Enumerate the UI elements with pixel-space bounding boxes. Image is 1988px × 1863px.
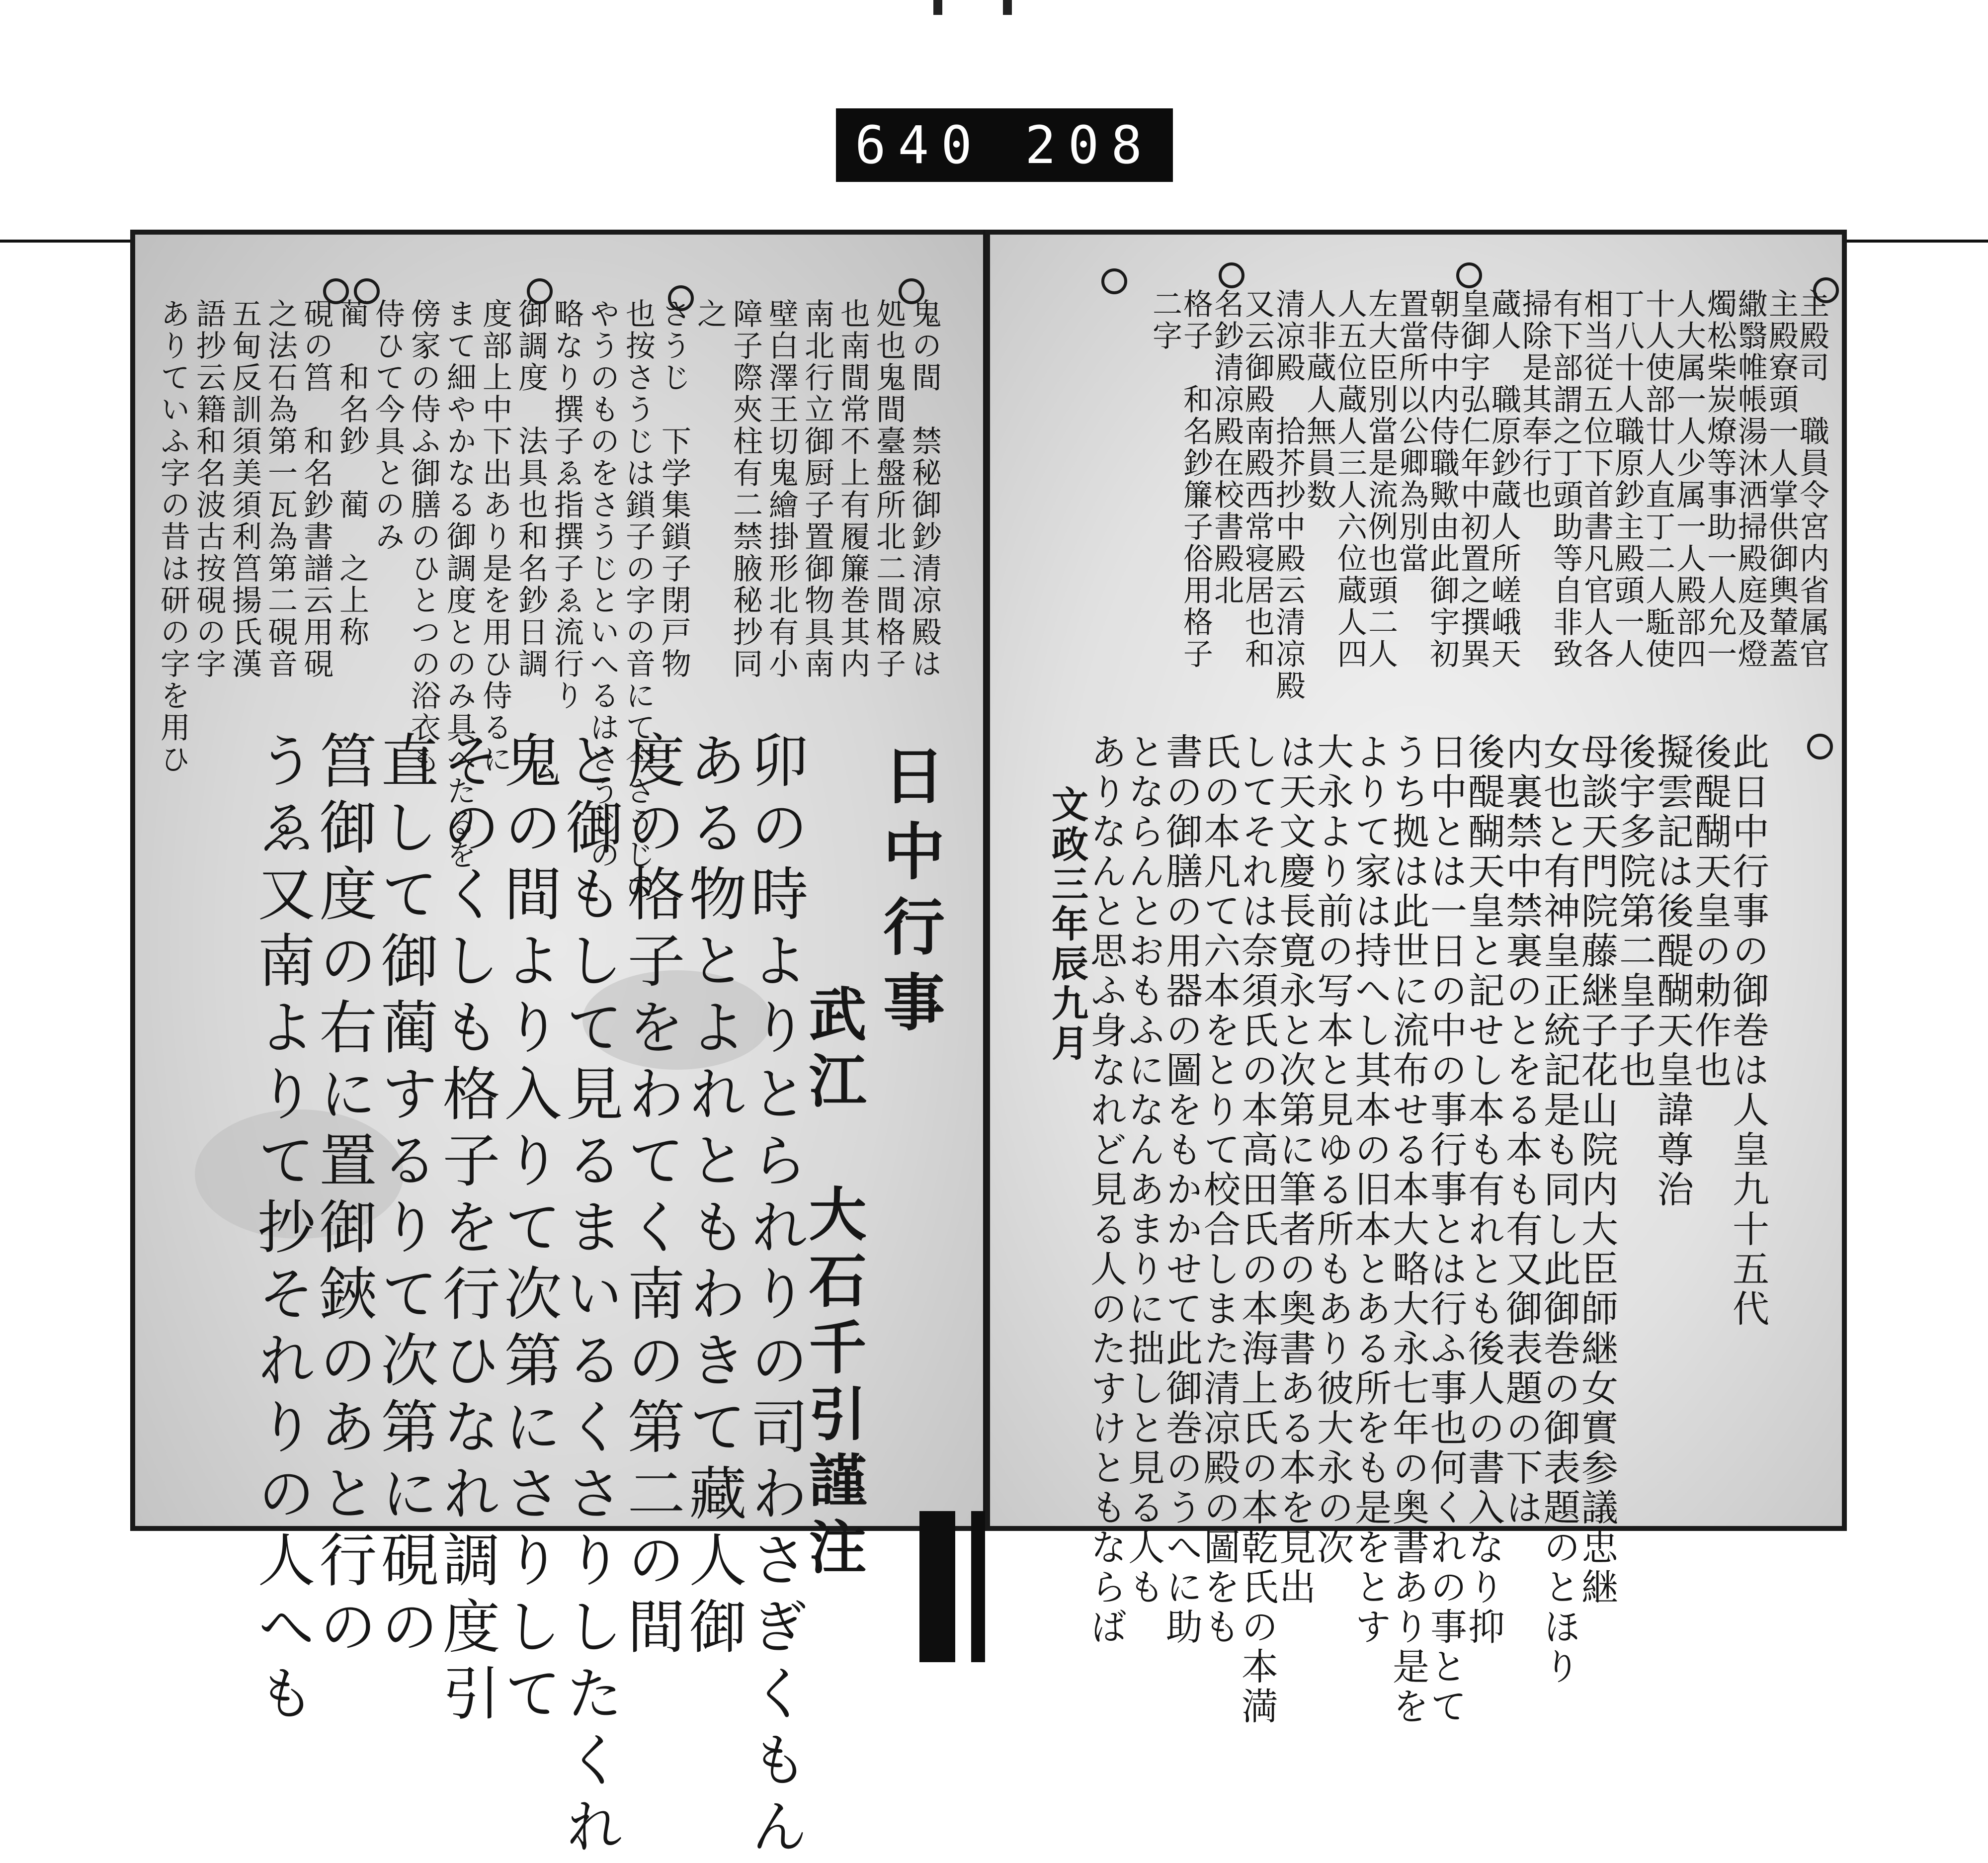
text-column: 左大臣別當是流例也頭二人 — [1363, 288, 1398, 670]
text-column: やうのものをさうじといへるはさうじの — [585, 298, 620, 871]
text-column: 又云御殿南殿西常寝居也和 — [1240, 288, 1275, 670]
text-column: ありなんと思ふ身なれど見る人のたすけともならば — [1084, 733, 1127, 1647]
text-column: 之法石為第一瓦為第二硯音 — [263, 298, 298, 680]
spine-shadow — [971, 1511, 985, 1662]
text-column: そのくしも格子を行ひなれ調度引 — [433, 731, 500, 1730]
text-column: 也南間常不上有履簾巻其内 — [835, 298, 870, 680]
text-column: 鬼の間 禁秘御鈔清凉殿は — [907, 298, 942, 680]
text-column: 日中とは一日の中の事行事とは行ふ事也何くれの事とて — [1424, 733, 1467, 1727]
text-column: まて細やかなる御調度とのみ具へたるを — [442, 298, 477, 871]
text-column: 十人使部廿人直丁二人駈使 — [1641, 288, 1675, 670]
text-column: 卯の時よりとられりの司わさぎくもん — [741, 731, 808, 1863]
text-column: 蔵人 職原鈔蔵人所嵯峨天 — [1487, 288, 1521, 670]
film-edge-mark — [1003, 0, 1012, 15]
text-column: 略なり撰子ゑ指撰子ゑ流行り — [549, 298, 584, 712]
section-circle-mark — [1813, 277, 1839, 303]
spine-shadow — [919, 1511, 955, 1662]
text-column: 障子際夾柱有二禁腋秘抄同 — [728, 298, 763, 680]
text-column: 鬼の間より入りて次第にさりして — [495, 731, 562, 1730]
text-column: 後醍醐天皇の勅作也 — [1689, 733, 1732, 1091]
colophon-date: 文政三年辰九月 — [1046, 785, 1088, 1064]
text-column: 五甸反訓須美須利筥揚氏漢 — [227, 298, 262, 680]
frame-number-label — [836, 108, 1173, 182]
text-column: 此日中行事の御巻は人皇九十五代 — [1727, 733, 1769, 1329]
text-column: 大永より前の写本と見ゆる所もあり彼大永の次 — [1311, 733, 1354, 1568]
text-column: よりて家は持へし其本の旧本とある所をも是をとす — [1349, 733, 1392, 1647]
text-column: 女也と有神皇正統記是も同し此御巻の御表題のとほり — [1538, 733, 1580, 1687]
text-column: 傍家の侍ふ御膳のひとつの浴衣も — [406, 298, 441, 775]
text-column: ありていふ字の昔は研の字を用ひ — [156, 298, 190, 775]
text-column: さうじ 下学集鎖子閉戸物 — [657, 298, 691, 680]
text-column: 相当従五位下首書凡官人各 — [1579, 288, 1614, 670]
text-column: 人非蔵人無員数 — [1302, 288, 1336, 511]
text-column: 之 — [692, 298, 727, 330]
text-column: 主殿司 職員令宮内省属官 — [1795, 288, 1829, 670]
text-column: 格子 和名鈔簾子俗用格子 — [1178, 288, 1213, 670]
text-column: とならんとおもふになんあまりに拙しと見る人も — [1122, 733, 1165, 1608]
section-circle-mark — [668, 285, 694, 311]
section-circle-mark — [323, 278, 349, 304]
text-column: うち拠は此世に流布せる本大略大永七年の奥書あり是を — [1387, 733, 1429, 1727]
text-column: 燭松柴炭燎等事助一人允一 — [1702, 288, 1737, 670]
text-column: 擬雲記は後醍醐天皇諱尊治 — [1651, 733, 1694, 1210]
text-column: 壁白澤王切鬼繪掛形北有小 — [764, 298, 799, 680]
text-column: 皇御宇弘仁年中初置之撰異 — [1456, 288, 1491, 670]
section-title: 日中行事 — [873, 744, 945, 1046]
text-column: 内裏禁中禁裏のとをる本も有又御表題の下は — [1500, 733, 1543, 1528]
text-column: 書の御膳の用器の圖をもかかせて此御巻のうへに助 — [1160, 733, 1203, 1647]
text-column: 後醍醐天皇と記せし本も有れとも後人の書入なり抑 — [1462, 733, 1505, 1647]
text-column: は天文慶長寛永と次第に筆者の奥書ある本を見出 — [1273, 733, 1316, 1608]
text-column: 御調度 法具也和名鈔日調 — [513, 298, 548, 680]
reel-number: 640 — [855, 115, 984, 175]
text-column: 繖翳帷帳湯沐洒掃殿庭及燈 — [1733, 288, 1768, 670]
text-column: 度部上中下出あり是を用ひ侍るに — [478, 298, 512, 775]
text-column: 人大属一人少属一人殿部四 — [1671, 288, 1706, 670]
text-column: うゑ又南よりて抄それりの人へも — [248, 731, 315, 1730]
section-circle-mark — [1219, 262, 1244, 288]
text-column: 主殿寮頭一人掌供御輿輦蓋 — [1764, 288, 1799, 670]
section-circle-mark — [1101, 268, 1127, 294]
section-circle-mark — [354, 278, 380, 304]
text-column: 南北行立御厨子置御物具南 — [800, 298, 834, 680]
text-column: 処也鬼間臺盤所北二間格子 — [871, 298, 906, 680]
text-column: 直して御蔺するりて次第に硯の — [371, 731, 438, 1663]
text-column: 丁八十人職原鈔主殿頭一人 — [1610, 288, 1645, 670]
text-column: と御もして見るまいるくさりしたくれ — [556, 731, 623, 1863]
section-circle-mark — [1456, 262, 1482, 288]
section-circle-mark — [899, 278, 924, 304]
text-column: 度の格子をわてく南の第二の間 — [618, 731, 685, 1663]
section-circle-mark — [1807, 734, 1833, 760]
text-column: ある物とよれともわきて藏人御 — [679, 731, 746, 1663]
text-column: 置當所以公卿為別當 — [1394, 288, 1429, 575]
text-column: 蔺 和名鈔 蔺 之上称 — [334, 298, 369, 648]
text-column: 人五位蔵人三人六位蔵人四 — [1332, 288, 1367, 670]
text-column: 硯の筥 和名鈔書譜云用硯 — [299, 298, 333, 680]
frame-number: 208 — [1025, 115, 1154, 175]
text-column: 名鈔清凉殿在校書殿北 — [1209, 288, 1244, 606]
text-column: 清凉殿 拾芥抄中殿云清凉殿 — [1271, 288, 1306, 702]
text-column: 語抄云籍和名波古按硯の字 — [191, 298, 226, 680]
film-edge-mark — [933, 0, 942, 15]
text-column: 筥御度の右に置御鋏のあと行の — [310, 731, 377, 1663]
text-column: 二字 — [1148, 288, 1182, 352]
text-column: 掃除是其奉行也 — [1517, 288, 1552, 511]
text-column: 氏の本凡て六本をとりて校合しまた清凉殿の圖をも — [1198, 733, 1241, 1647]
text-column: してそれは奈須氏の本高田氏の本海上氏の本乾氏の本満 — [1236, 733, 1278, 1727]
text-column: 也按さうじは鎖子の字の音にて今さうじの — [621, 298, 656, 903]
text-column: 朝侍中内侍職歟由此御宇初 — [1425, 288, 1460, 670]
section-circle-mark — [527, 278, 553, 304]
text-column: 後宇多院第二皇子也 — [1613, 733, 1656, 1091]
text-column: 有下部謂之丁頭助等自非致 — [1548, 288, 1583, 670]
author-line: 武江 大石千引謹注 — [799, 984, 867, 1584]
text-column: 母談天門院藤継子花山院内大臣師継女實参議忠継 — [1575, 733, 1618, 1608]
text-column: 侍ひて今具とのみ — [370, 298, 405, 553]
